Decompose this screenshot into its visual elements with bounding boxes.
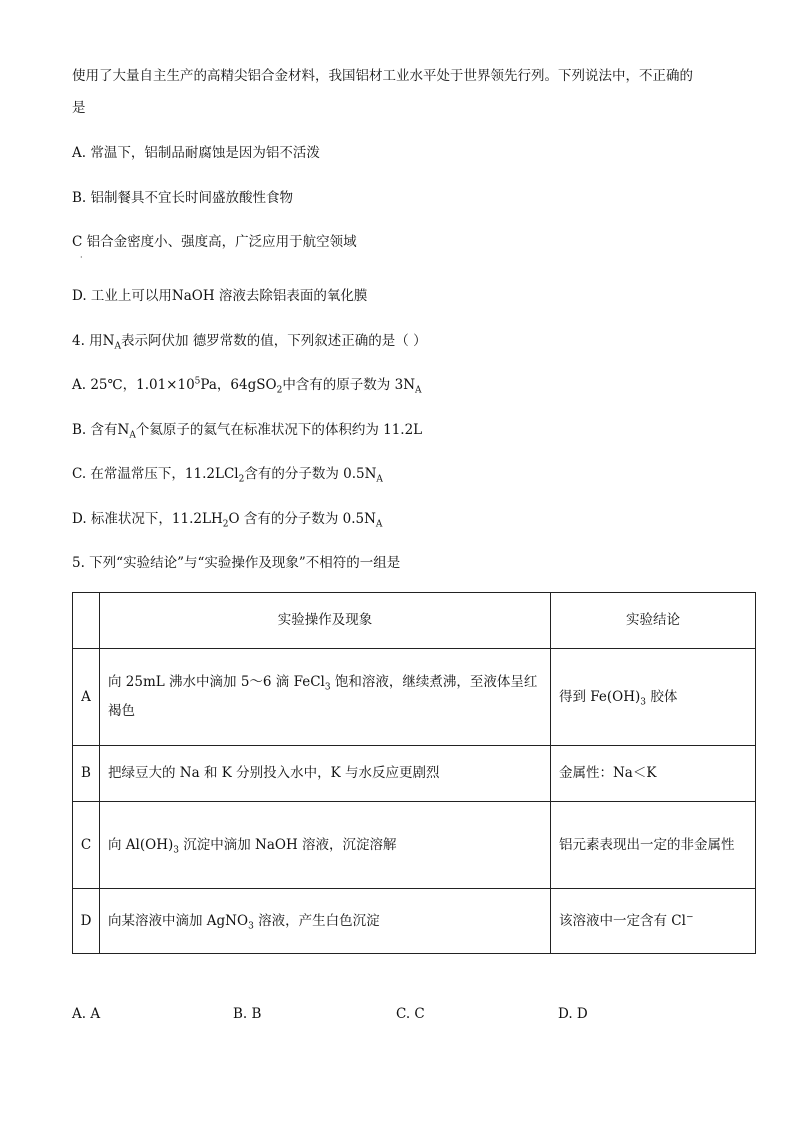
q4-d-pre: D. 标准状况下，11.2LH [72,511,223,527]
q4-a-sub1: 2 [276,385,283,396]
conclusion-cell: 金属性：Na＜K [551,746,756,802]
conclusion-cell [551,889,756,954]
q3-option-b: B. 铝制餐具不宜长时间盛放酸性食物 [72,190,294,206]
q5-answer-options [72,1006,722,1024]
row-label: C [73,802,100,889]
question-5-stem: 5. 下列“实验结论”与“实验操作及现象”不相符的一组是 [72,555,401,571]
q4-a-pre: A. 25℃，1.01×10 [72,377,195,393]
op-c-post: 沉淀中滴加 NaOH 溶液，沉淀溶解 [178,836,397,853]
q4-d-sub2: A [375,519,383,530]
table-row [73,889,756,954]
q4-c-sub1: 2 [238,474,245,485]
q4-a-sup: 5 [194,376,201,387]
op-a-pre: 向 25mL 沸水中滴加 5～6 滴 FeCl [108,674,325,690]
q4-c-pre: C. 在常温常压下，11.2LCl [72,466,239,482]
experiment-table [72,592,756,954]
q4-stem-sub: A [114,341,121,352]
con-a-pre: 得到 Fe(OH) [559,688,641,705]
con-d-sup: − [685,912,694,922]
q4-b-sub: A [129,430,136,441]
q4-c-sub2: A [376,474,383,485]
table-row [73,746,756,802]
q3-stem-line2: 是 [72,100,86,116]
q4-option-b [72,421,422,439]
q4-d-sub1: 2 [222,519,229,530]
table-row [73,649,756,746]
q5-answer-b: B. B [233,1006,262,1022]
question-3-stem [72,60,722,124]
row-label: A [73,649,100,746]
question-4-stem [72,332,427,350]
q4-a-mid2: 中含有的原子数为 3N [282,377,416,393]
row-label: B [73,746,100,802]
q4-b-post: 个氦原子的氦气在标准状况下的体积约为 11.2L [135,422,423,438]
op-c-sub: 3 [173,845,179,856]
q4-d-mid: O 含有的分子数为 0.5N [228,511,376,527]
q4-stem-pre: 4. 用N [72,333,115,349]
q5-answer-c: C. C [396,1006,425,1022]
q3-option-d: D. 工业上可以用NaOH 溶液去除铝表面的氧化膜 [72,288,368,304]
q4-c-mid: 含有的分子数为 0.5N [244,466,377,482]
op-c-pre: 向 Al(OH) [108,836,174,853]
operation-cell [100,889,551,954]
row-label: D [73,889,100,954]
table-row [73,802,756,889]
header-cell-conclusion: 实验结论 [551,593,756,649]
table-header-row [73,593,756,649]
op-d-post: 溶液，产生白色沉淀 [253,912,380,929]
op-a-sub: 3 [324,682,331,693]
q3-option-a: A. 常温下，铝制品耐腐蚀是因为铝不活泼 [72,145,320,161]
q4-option-a [72,376,422,394]
conclusion-cell: 铝元素表现出一定的非金属性 [551,802,756,889]
q5-answer-d: D. D [558,1006,588,1022]
header-cell-blank [73,593,100,649]
con-a-post: 胶体 [646,688,678,705]
q3-stem-line1: 使用了大量自主生产的高精尖铝合金材料，我国铝材工业水平处于世界领先行列。下列说法中，不正确的 [72,68,693,84]
op-d-sub: 3 [248,921,254,932]
q4-b-pre: B. 含有N [72,422,130,438]
stray-dot-mark: · [80,253,83,262]
q4-a-mid1: Pa，64gSO [200,377,277,393]
q4-option-c [72,465,383,483]
con-a-sub: 3 [640,697,647,708]
op-d-pre: 向某溶液中滴加 AgNO [108,912,249,929]
q4-a-sub2: A [415,385,422,396]
conclusion-cell [551,649,756,746]
q5-answer-a: A. A [72,1006,101,1022]
operation-cell: 把绿豆大的 Na 和 K 分别投入水中，K 与水反应更剧烈 [100,746,551,802]
q4-option-d [72,510,382,528]
op-a-post: 饱和溶液，继续煮沸，至液体呈红褐色 [108,674,538,719]
q4-stem-post: 表示阿伏加 德罗常数的值，下列叙述正确的是（ ） [120,333,427,349]
operation-cell [100,649,551,746]
operation-cell [100,802,551,889]
header-cell-operation: 实验操作及现象 [100,593,551,649]
con-d-pre: 该溶液中一定含有 Cl [559,912,686,929]
q3-option-c: C 铝合金密度小、强度高，广泛应用于航空领域 [72,234,357,250]
